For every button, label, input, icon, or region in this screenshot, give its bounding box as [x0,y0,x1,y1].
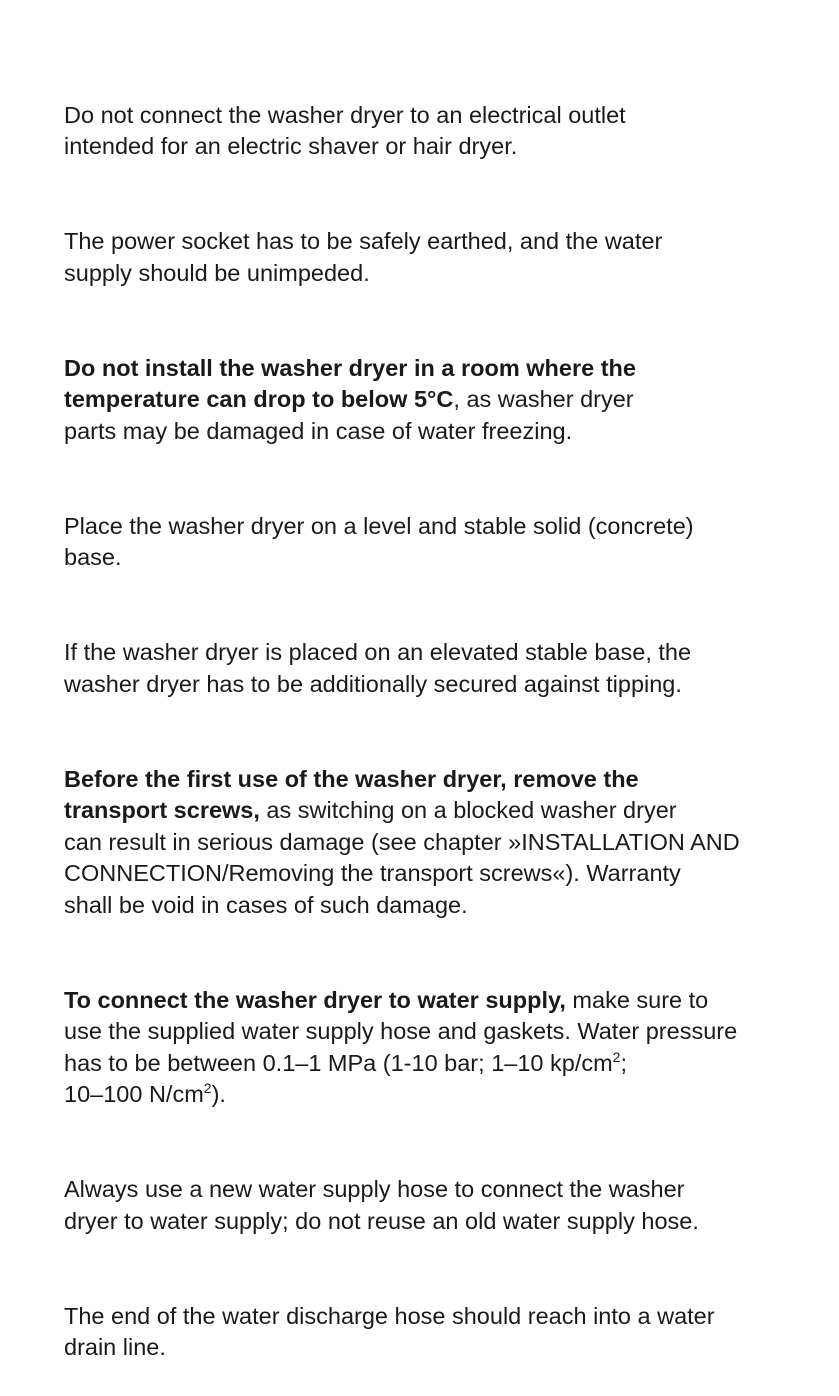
paragraph-elevated-base [64,606,794,701]
paragraph-temperature-warning [64,321,794,447]
paragraph-water-supply [64,953,794,1111]
paragraph-text: ; 10–100 N/cm [64,1049,627,1107]
document-page [64,68,794,1396]
paragraph-text: The power socket has to be safely earthed, and the water supply should be unimpeded. [64,228,663,286]
paragraph-text: Do not connect the washer dryer to an electrical outlet intended for an electric shaver or hair dryer. [64,101,626,159]
paragraph-text: , as washer dryer parts may be damaged in case of water freezing. [64,386,634,444]
paragraph-transport-screws [64,732,794,921]
superscript: 2 [203,1080,212,1096]
paragraph-bold-text: Do not install the washer dryer in a room where the temperature can drop to below 5°C [64,354,636,412]
paragraph-new-hose [64,1143,794,1238]
paragraph-text: ). [211,1081,226,1107]
paragraph-bold-text: To connect the washer dryer to water supply, [64,986,566,1013]
superscript: 2 [612,1048,621,1065]
paragraph-text: make sure to use the supplied water supply hose and gaskets. Water pressure has to be between 0.1–1 MPa (1-10 bar; 1–10 kp/cm [64,986,738,1076]
paragraph-text: Place the washer dryer on a level and stable solid (concrete) base. [64,512,694,570]
paragraph-text: If the washer dryer is placed on an elevated stable base, the washer dryer has to be additionally secured against tipping. [64,639,692,697]
paragraph-level-base [64,479,794,574]
paragraph-discharge-hose [64,1269,794,1364]
paragraph-bold-text: Before the first use of the washer dryer, remove the transport screws, [64,765,639,823]
paragraph-text: Always use a new water supply hose to connect the washer dryer to water supply; do not reuse an old water supply hose. [64,1176,699,1234]
paragraph-text: The end of the water discharge hose should reach into a water drain line. [64,1302,715,1360]
paragraph-text: as switching on a blocked washer dryer can result in serious damage (see chapter »INSTALLATION AND CONNECTION/Removing the transport screws«). Warranty shall be void in cases of such damage. [64,797,740,918]
paragraph-outlet-warning [64,68,794,163]
paragraph-earthing [64,195,794,290]
